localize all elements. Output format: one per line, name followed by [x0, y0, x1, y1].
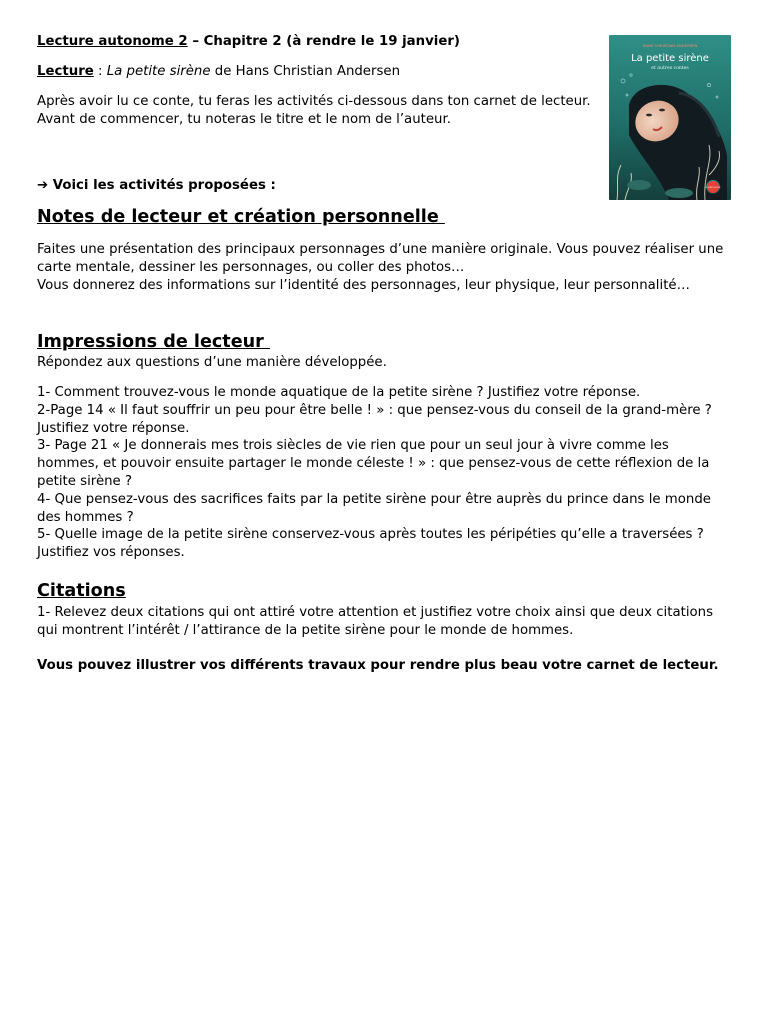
assignment-title-underlined: Lecture autonome 2 — [37, 34, 188, 49]
book-cover — [609, 35, 731, 200]
assignment-title — [37, 33, 460, 51]
question-item: 5- Quelle image de la petite sirène conservez-vous après toutes les péripéties qu’elle a traversées ? Justifiez vos réponses. — [37, 527, 704, 561]
arrow-icon: ➔ — [37, 178, 49, 193]
closing-note: Vous pouvez illustrer vos différents travaux pour rendre plus beau votre carnet de lecteur. — [37, 658, 719, 673]
section-notes-body — [37, 241, 731, 294]
section-citations-title: Citations — [37, 581, 126, 601]
reading-label: Lecture — [37, 64, 94, 79]
intro-line-2: Avant de commencer, tu noteras le titre et le nom de l’auteur. — [37, 111, 451, 127]
book-author: de Hans Christian Andersen — [210, 64, 400, 79]
section-notes-para-1: Faites une présentation des principaux personnages d’une manière originale. Vous pouvez réaliser une carte mentale, dessiner les personnages, ou coller des photos… — [37, 242, 724, 275]
question-item: 3- Page 21 « Je donnerais mes trois siècles de vie rien que pour un seul jour à vivre comme les hommes, et pouvoir ensuite partager le monde céleste ! » : que pensez-vous de cette réflexion de la petite sirène ? — [37, 438, 710, 489]
question-item: 2-Page 14 « Il faut souffrir un peu pour être belle ! » : que pensez-vous du conseil de la grand-mère ? Justifiez votre réponse. — [37, 402, 712, 436]
question-list — [37, 384, 731, 562]
reading-line — [37, 63, 400, 81]
assignment-title-rest: – Chapitre 2 (à rendre le 19 janvier) — [187, 34, 460, 49]
section-impressions-title: Impressions de lecteur — [37, 332, 270, 352]
activities-heading — [37, 177, 276, 195]
question-item: 1- Comment trouvez-vous le monde aquatique de la petite sirène ? Justifiez votre réponse. — [37, 385, 641, 400]
cover-title: La petite sirène — [631, 53, 709, 64]
question-item: 4- Que pensez-vous des sacrifices faits par la petite sirène pour être auprès du prince dans le monde des hommes ? — [37, 491, 711, 525]
cover-subtitle: et autres contes — [651, 66, 689, 71]
cover-author: HANS CHRISTIAN ANDERSEN — [642, 43, 698, 48]
book-title: La petite sirène — [106, 64, 211, 79]
intro-line-1: Après avoir lu ce conte, tu feras les activités ci-dessous dans ton carnet de lecteur. — [37, 94, 591, 109]
cover-publisher: LE LIVRE DE POCHE — [705, 188, 721, 189]
section-citations-item-1: 1- Relevez deux citations qui ont attiré votre attention et justifiez votre choix ainsi que deux citations qui montrent l’intérêt / l’attirance de la petite sirène pour le monde de hommes. — [37, 605, 714, 638]
intro-block — [37, 93, 597, 129]
section-impressions-intro: Répondez aux questions d’une manière développée. — [37, 355, 387, 370]
activities-heading-text: Voici les activités proposées : — [48, 178, 276, 193]
section-notes-para-2: Vous donnerez des informations sur l’identité des personnages, leur physique, leur personnalité… — [37, 277, 690, 293]
reading-separator: : — [93, 64, 107, 79]
section-notes-title: Notes de lecteur et création personnelle — [37, 207, 445, 227]
